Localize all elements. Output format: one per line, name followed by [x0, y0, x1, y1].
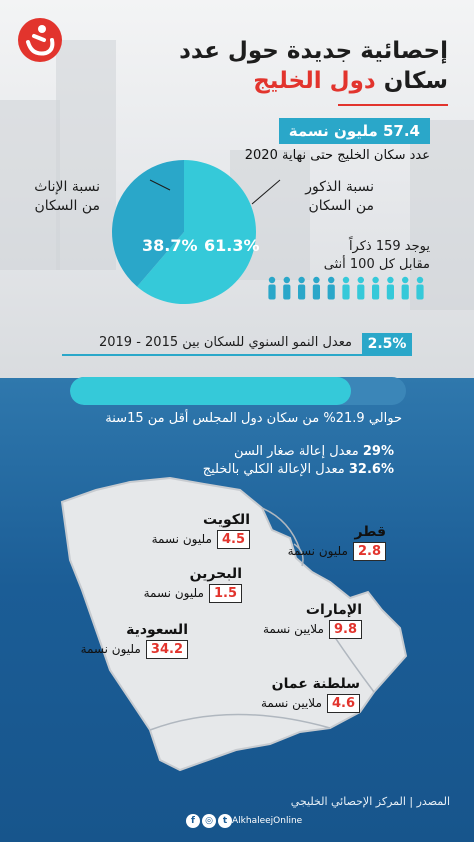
- country-value: 2.8: [353, 542, 386, 561]
- gulf-map: [0, 460, 474, 790]
- instagram-icon[interactable]: ◎: [202, 814, 216, 828]
- title-word: سكان: [383, 68, 448, 94]
- male-person-icon: [357, 277, 364, 300]
- country-kuwait: [152, 512, 250, 549]
- country-name: سلطنة عمان: [271, 676, 360, 692]
- country-unit: ملايين نسمة: [260, 696, 322, 710]
- male-person-icon: [402, 277, 409, 300]
- male-label-line2: من السكان: [308, 198, 374, 214]
- growth-rate-caption: معدل النمو السنوي للسكان بين 2015 - 2019: [98, 335, 352, 350]
- male-label-line1: نسبة الذكور: [305, 179, 374, 195]
- gender-ratio-text: [324, 238, 430, 274]
- country-saudi-arabia: [81, 622, 188, 659]
- female-label-line1: نسبة الإناث: [34, 179, 100, 195]
- female-person-icon: [298, 277, 305, 300]
- country-name: قطر: [354, 524, 386, 540]
- country-bahrain: [144, 566, 242, 603]
- dependency-text1: معدل إعالة صغار السن: [233, 444, 359, 459]
- dependency-value1: 29%: [362, 444, 394, 459]
- country-unit: مليون نسمة: [287, 544, 348, 558]
- country-unit: مليون نسمة: [151, 532, 212, 546]
- youth-progress-fill: [70, 377, 351, 405]
- male-percent-label: 61.3%: [204, 236, 260, 255]
- male-label: [290, 178, 374, 216]
- ratio-line1: يوجد 159 ذكراً: [348, 239, 430, 254]
- male-person-icon: [416, 277, 423, 300]
- dependency-value2: 32.6%: [348, 462, 394, 477]
- people-icons: [266, 276, 430, 302]
- female-person-icon: [283, 277, 290, 300]
- male-person-icon: [372, 277, 379, 300]
- female-person-icon: [268, 277, 275, 300]
- country-name: السعودية: [126, 622, 188, 638]
- page-title-line1: إحصائية جديدة حول عدد: [179, 38, 448, 64]
- female-label: [24, 178, 100, 216]
- female-label-line2: من السكان: [34, 198, 100, 214]
- female-person-icon: [313, 277, 320, 300]
- total-population-caption: عدد سكان الخليج حتى نهاية 2020: [244, 148, 430, 163]
- country-value: 1.5: [209, 584, 242, 603]
- ratio-line2: مقابل كل 100 أنثى: [323, 257, 430, 272]
- male-person-icon: [387, 277, 394, 300]
- youth-progress-bar: [70, 377, 406, 405]
- twitter-icon[interactable]: t: [218, 814, 232, 828]
- growth-underline: [62, 354, 412, 356]
- country-value: 4.5: [217, 530, 250, 549]
- social-handle[interactable]: AlkhaleejOnline: [232, 816, 303, 826]
- country-oman: [261, 676, 360, 713]
- country-name: الإمارات: [305, 602, 362, 618]
- country-name: الكويت: [202, 512, 250, 528]
- male-leader-line: [252, 180, 280, 204]
- youth-caption: حوالي 21.9% من سكان دول المجلس أقل من 15سنة: [105, 411, 402, 426]
- country-qatar: [288, 524, 386, 561]
- female-percent-label: 38.7%: [142, 236, 198, 255]
- country-unit: ملايين نسمة: [262, 622, 324, 636]
- country-value: 4.6: [327, 694, 360, 713]
- facebook-icon[interactable]: f: [186, 814, 200, 828]
- country-unit: مليون نسمة: [80, 642, 141, 656]
- total-population-badge: 57.4 مليون نسمة: [279, 118, 430, 144]
- title-highlight: دول الخليج: [253, 68, 376, 94]
- country-uae: [263, 602, 362, 639]
- country-name: البحرين: [189, 566, 242, 582]
- source-credit: المصدر | المركز الإحصائي الخليجي: [290, 795, 450, 808]
- growth-rate-badge: 2.5%: [362, 333, 412, 355]
- dependency-line1: [234, 444, 394, 459]
- dependency-text2: معدل الإعالة الكلي بالخليج: [202, 462, 345, 477]
- country-unit: مليون نسمة: [143, 586, 204, 600]
- male-person-icon: [342, 277, 349, 300]
- country-value: 9.8: [329, 620, 362, 639]
- female-person-icon: [328, 277, 335, 300]
- country-value: 34.2: [146, 640, 188, 659]
